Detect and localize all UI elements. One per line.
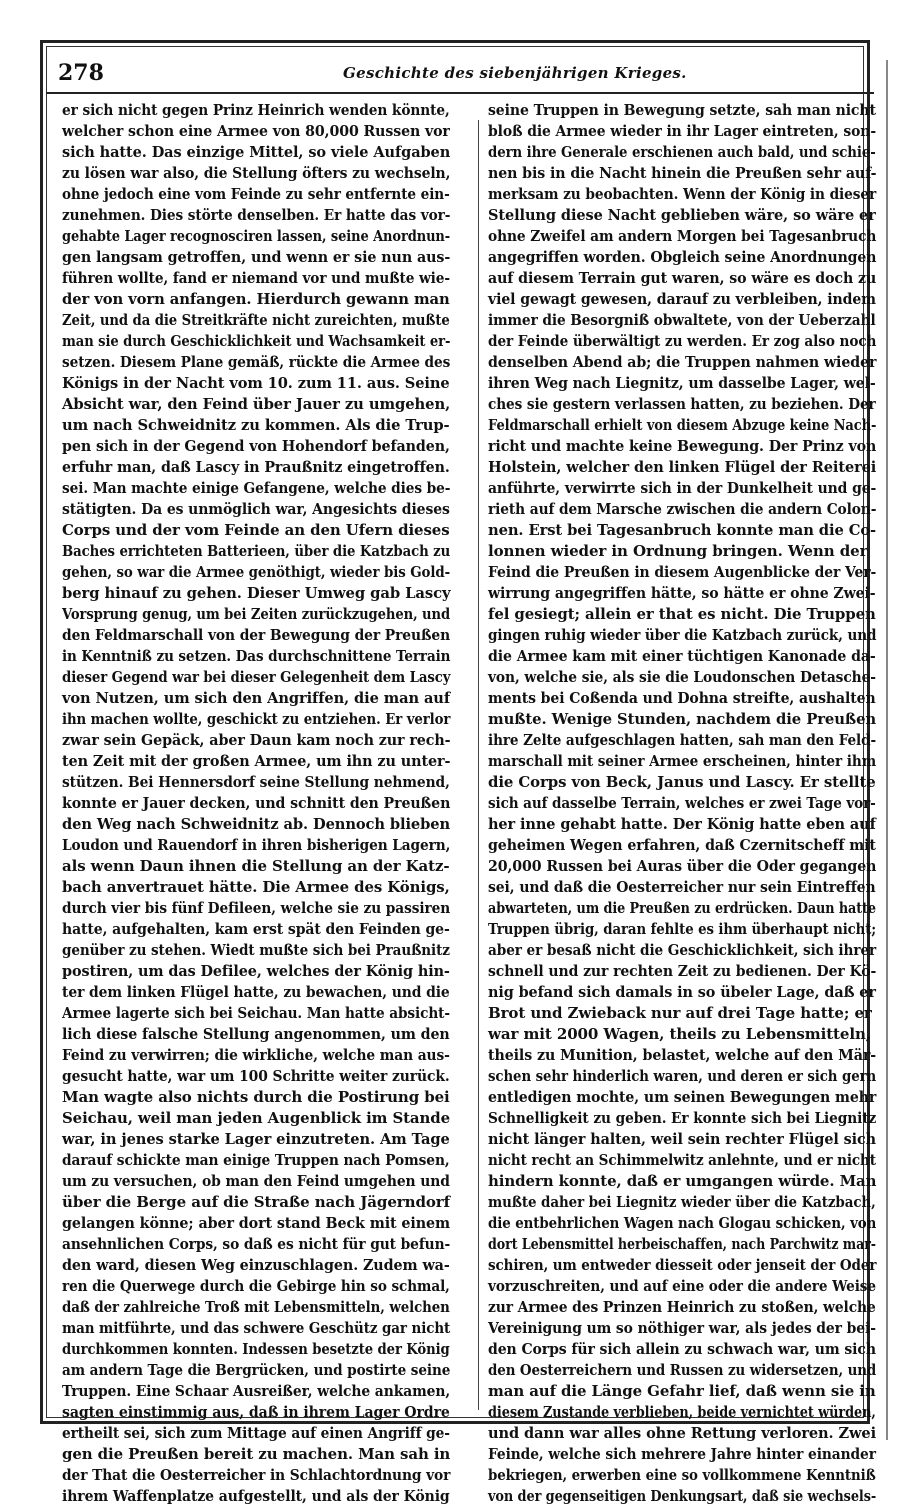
- text-line: Truppen übrig, daran fehlte es ihm überhaupt nicht;: [488, 920, 877, 938]
- text-line: war mit 2000 Wagen, theils zu Lebensmitteln,: [488, 1025, 871, 1043]
- text-line: der Feinde überwältigt zu werden. Er zog also noch: [488, 332, 877, 350]
- text-line: war, in jenes starke Lager einzutreten. Am Tage: [62, 1130, 450, 1148]
- text-line: und dann war alles ohne Rettung verloren. Zwei: [488, 1424, 877, 1442]
- text-line: schen sehr hinderlich waren, und deren er sich gern: [488, 1067, 877, 1085]
- text-line: gesucht hatte, war um 100 Schritte weiter zurück.: [62, 1067, 450, 1085]
- text-line: nen bis in die Nacht hinein die Preußen sehr auf-: [488, 164, 877, 182]
- page-number: 278: [58, 60, 104, 86]
- text-line: Armee lagerte sich bei Seichau. Man hatte absicht-: [62, 1004, 450, 1022]
- text-line: gehen, so war die Armee genöthigt, wieder bis Gold-: [62, 563, 451, 581]
- text-line: entledigen mochte, um seinen Bewegungen mehr: [488, 1088, 877, 1106]
- text-line: geheimen Wegen erfahren, daß Czernitscheff mit: [488, 836, 876, 854]
- text-line: von, welche sie, als sie die Loudonschen Detasche-: [488, 668, 876, 686]
- text-line: um zu versuchen, ob man den Feind umgehen und: [62, 1172, 450, 1190]
- text-line: schiren, um entweder diesseit oder jenseit der Oder: [488, 1256, 877, 1274]
- text-line: führen wollte, fand er niemand vor und mußte wie-: [62, 269, 450, 287]
- text-line: von der gegenseitigen Denkungsart, daß sie wechsels-: [488, 1487, 877, 1505]
- text-line: denselben Abend ab; die Truppen nahmen wieder: [488, 353, 877, 371]
- text-line: nicht recht an Schimmelwitz anlehnte, und er nicht: [488, 1151, 876, 1169]
- text-line: um nach Schweidnitz zu kommen. Als die Trup-: [62, 416, 450, 434]
- text-line: ches sie gestern verlassen hatten, zu beziehen. Der: [488, 395, 876, 413]
- text-line: gen langsam getroffen, und wenn er sie nun aus-: [62, 248, 451, 266]
- text-line: sei. Man machte einige Gefangene, welche dies be-: [62, 479, 451, 497]
- text-line: 20,000 Russen bei Auras über die Oder gegangen: [488, 857, 877, 875]
- text-line: Loudon und Rauendorf in ihren bisherigen Lagern,: [62, 836, 451, 854]
- text-line: Vereinigung um so nöthiger war, als jedes der bei-: [488, 1319, 876, 1337]
- text-line: marschall mit seiner Armee erscheinen, hinter ihm: [488, 752, 877, 770]
- text-line: mußte daher bei Liegnitz wieder über die Katzbach,: [488, 1193, 876, 1211]
- text-line: stätigten. Da es unmöglich war, Angesichts dieses: [62, 500, 450, 518]
- text-line: Holstein, welcher den linken Flügel der Reiterei: [488, 458, 877, 476]
- text-line: ohne jedoch eine vom Feinde zu sehr entfernte ein-: [62, 185, 450, 203]
- text-line: berg hinauf zu gehen. Dieser Umweg gab Lascy: [62, 584, 451, 602]
- text-line: welcher schon eine Armee von 80,000 Russen vor: [62, 122, 450, 140]
- text-line: seine Truppen in Bewegung setzte, sah man nicht: [488, 101, 876, 119]
- text-line: lonnen wieder in Ordnung bringen. Wenn der: [488, 542, 868, 560]
- text-line: Baches errichteten Batterieen, über die Katzbach zu: [62, 542, 451, 560]
- text-line: hatte, aufgehalten, kam erst spät den Feinden ge-: [62, 920, 450, 938]
- text-line: aber er besaß nicht die Geschicklichkeit, sich ihrer: [488, 941, 877, 959]
- text-line: Man wagte also nichts durch die Postirung bei: [62, 1088, 450, 1106]
- text-line: Vorsprung genug, um bei Zeiten zurückzugehen, und: [62, 605, 451, 623]
- text-line: anführte, verwirrte sich in der Dunkelheit und ge-: [488, 479, 877, 497]
- text-line: her inne gehabt hatte. Der König hatte eben auf: [488, 815, 876, 833]
- text-line: gehabte Lager recognosciren lassen, seine Anordnun-: [62, 227, 451, 245]
- text-line: am andern Tage die Bergrücken, und postirte seine: [62, 1361, 451, 1379]
- text-line: sich hatte. Das einzige Mittel, so viele Aufgaben: [62, 143, 451, 161]
- text-line: bach anvertrauet hätte. Die Armee des Königs,: [62, 878, 450, 896]
- text-line: durch vier bis fünf Defileen, welche sie zu passiren: [62, 899, 451, 917]
- text-line: mußte. Wenige Stunden, nachdem die Preußen: [488, 710, 877, 728]
- text-line: erfuhr man, daß Lascy in Praußnitz eingetroffen.: [62, 458, 450, 476]
- text-line: ansehnlichen Corps, so daß es nicht für gut befun-: [62, 1235, 451, 1253]
- text-line: Schnelligkeit zu geben. Er konnte sich bei Liegnitz: [488, 1109, 877, 1127]
- text-line: stützen. Bei Hennersdorf seine Stellung nehmend,: [62, 773, 450, 791]
- text-line: Corps und der vom Feinde an den Ufern dieses: [62, 521, 450, 539]
- text-line: ihre Zelte aufgeschlagen hatten, sah man den Feld-: [488, 731, 877, 749]
- text-line: Zeit, und da die Streitkräfte nicht zureichten, mußte: [62, 311, 450, 329]
- text-line: nicht länger halten, weil sein rechter Flügel sich: [488, 1130, 876, 1148]
- text-line: gen die Preußen bereit zu machen. Man sah in: [62, 1445, 451, 1463]
- text-line: theils zu Munition, belastet, welche auf den Mär-: [488, 1046, 877, 1064]
- text-line: von Nutzen, um sich den Angriffen, die man auf: [62, 689, 451, 707]
- text-line: sich auf dasselbe Terrain, welches er zwei Tage vor-: [488, 794, 876, 812]
- text-line: genüber zu stehen. Wiedt mußte sich bei Praußnitz: [62, 941, 450, 959]
- text-line: hindern konnte, daß er umgangen würde. Man: [488, 1172, 877, 1190]
- text-line: postiren, um das Defilee, welches der König hin-: [62, 962, 450, 980]
- text-line: ertheilt sei, sich zum Mittage auf einen Angriff ge-: [62, 1424, 450, 1442]
- page-edge: [886, 60, 888, 1440]
- text-line: daß der zahlreiche Troß mit Lebensmitteln, welchen: [62, 1298, 450, 1316]
- text-line: rieth auf dem Marsche zwischen die andern Colon-: [488, 500, 877, 518]
- header-rule: [46, 92, 874, 94]
- text-line: dort Lebensmittel herbeischaffen, nach Parchwitz mar-: [488, 1235, 876, 1253]
- text-line: zunehmen. Dies störte denselben. Er hatte das vor-: [62, 206, 451, 224]
- text-line: sei, und daß die Oesterreicher nur sein Eintreffen: [488, 878, 876, 896]
- text-line: bloß die Armee wieder in ihr Lager eintreten, son-: [488, 122, 877, 140]
- text-line: setzen. Diesem Plane gemäß, rückte die Armee des: [62, 353, 451, 371]
- text-line: dern ihre Generale erschienen auch bald, und schie-: [488, 143, 876, 161]
- text-line: als wenn Daun ihnen die Stellung an der Katz-: [62, 857, 450, 875]
- text-line: zur Armee des Prinzen Heinrich zu stoßen, welche: [488, 1298, 876, 1316]
- text-line: merksam zu beobachten. Wenn der König in dieser: [488, 185, 877, 203]
- text-line: Seichau, weil man jeden Augenblick im Stande: [62, 1109, 450, 1127]
- text-line: nen. Erst bei Tagesanbruch konnte man die Co-: [488, 521, 877, 539]
- text-line: ihn machen wollte, geschickt zu entziehen. Er verlor: [62, 710, 451, 728]
- text-line: richt und machte keine Bewegung. Der Prinz von: [488, 437, 877, 455]
- text-line: ments bei Coßenda und Dohna streifte, aushalten: [488, 689, 876, 707]
- text-line: er sich nicht gegen Prinz Heinrich wenden könnte,: [62, 101, 450, 119]
- text-line: über die Berge auf die Straße nach Jägerndorf: [62, 1193, 450, 1211]
- text-line: gelangen könne; aber dort stand Beck mit einem: [62, 1214, 450, 1232]
- text-line: zu lösen war also, die Stellung öfters zu wechseln,: [62, 164, 451, 182]
- text-line: Feind die Preußen in diesem Augenblicke der Ver-: [488, 563, 877, 581]
- text-line: die entbehrlichen Wagen nach Glogau schicken, von: [488, 1214, 877, 1232]
- text-line: die Armee kam mit einer tüchtigen Kanonade da-: [488, 647, 876, 665]
- text-line: ten Zeit mit der großen Armee, um ihn zu unter-: [62, 752, 451, 770]
- text-line: auf diesem Terrain gut waren, so wäre es doch zu: [488, 269, 877, 287]
- text-line: darauf schickte man einige Truppen nach Pomsen,: [62, 1151, 450, 1169]
- text-line: ter dem linken Flügel hatte, zu bewachen, und die: [62, 983, 450, 1001]
- text-line: Feind zu verwirren; die wirkliche, welche man aus-: [62, 1046, 450, 1064]
- text-line: ihrem Waffenplatze aufgestellt, und als der König: [62, 1487, 450, 1505]
- text-line: immer die Besorgniß obwaltete, von der Ueberzahl: [488, 311, 876, 329]
- text-line: man auf die Länge Gefahr lief, daß wenn sie in: [488, 1382, 876, 1400]
- text-line: ohne Zweifel am andern Morgen bei Tagesanbruch: [488, 227, 877, 245]
- column-divider: [478, 120, 479, 1410]
- text-line: lich diese falsche Stellung angenommen, um den: [62, 1025, 450, 1043]
- text-line: der von vorn anfangen. Hierdurch gewann man: [62, 290, 450, 308]
- text-line: schnell und zur rechten Zeit zu bedienen. Der Kö-: [488, 962, 877, 980]
- text-line: wirrung angegriffen hätte, so hätte er ohne Zwei-: [488, 584, 876, 602]
- text-line: vorzuschreiten, und auf eine oder die andere Weise: [488, 1277, 876, 1295]
- text-line: ihren Weg nach Liegnitz, um dasselbe Lager, wel-: [488, 374, 876, 392]
- text-line: pen sich in der Gegend von Hohendorf befanden,: [62, 437, 450, 455]
- page-header: [58, 60, 858, 90]
- text-line: Feldmarschall erhielt von diesem Abzuge keine Nach-: [488, 416, 877, 434]
- text-line: dieser Gegend war bei dieser Gelegenheit dem Lascy: [62, 668, 451, 686]
- text-line: den Feldmarschall von der Bewegung der Preußen: [62, 626, 451, 644]
- text-line: Feinde, welche sich mehrere Jahre hinter einander: [488, 1445, 876, 1463]
- text-line: den ward, diesen Weg einzuschlagen. Zudem wa-: [62, 1256, 450, 1274]
- text-line: den Corps für sich allein zu schwach war, um sich: [488, 1340, 876, 1358]
- text-line: man sie durch Geschicklichkeit und Wachsamkeit er-: [62, 332, 451, 350]
- text-line: den Oesterreichern und Russen zu widersetzen, und: [488, 1361, 877, 1379]
- text-line: die Corps von Beck, Janus und Lascy. Er stellte: [488, 773, 876, 791]
- text-line: gingen ruhig wieder über die Katzbach zurück, und: [488, 626, 877, 644]
- text-line: man mitführte, und das schwere Geschütz gar nicht: [62, 1319, 451, 1337]
- text-line: der That die Oesterreicher in Schlachtordnung vor: [62, 1466, 451, 1484]
- text-line: fel gesiegt; allein er that es nicht. Die Truppen: [488, 605, 876, 623]
- text-line: bekriegen, erwerben eine so vollkommene Kenntniß: [488, 1466, 876, 1484]
- text-line: Brot und Zwieback nur auf drei Tage hatte; er: [488, 1004, 872, 1022]
- text-line: abwarteten, um die Preußen zu erdrücken. Daun hatte: [488, 899, 876, 917]
- text-line: den Weg nach Schweidnitz ab. Dennoch blieben: [62, 815, 451, 833]
- left-text-column: [62, 100, 454, 1505]
- text-line: viel gewagt gewesen, darauf zu verbleiben, indem: [488, 290, 876, 308]
- text-line: sagten einstimmig aus, daß in ihrem Lager Ordre: [62, 1403, 450, 1421]
- text-line: angegriffen worden. Obgleich seine Anordnungen: [488, 248, 877, 266]
- text-line: Absicht war, den Feind über Jauer zu umgehen,: [62, 395, 451, 413]
- text-line: nig befand sich damals in so übeler Lage, daß er: [488, 983, 876, 1001]
- text-line: durchkommen konnten. Indessen besetzte der König: [62, 1340, 450, 1358]
- text-line: diesem Zustande verblieben, beide vernichtet würden,: [488, 1403, 876, 1421]
- text-line: ren die Querwege durch die Gebirge hin so schmal,: [62, 1277, 450, 1295]
- text-line: in Kenntniß zu setzen. Das durchschnittene Terrain: [62, 647, 451, 665]
- running-title: Geschichte des siebenjährigen Krieges.: [343, 64, 687, 82]
- text-line: Truppen. Eine Schaar Ausreißer, welche ankamen,: [62, 1382, 451, 1400]
- text-line: zwar sein Gepäck, aber Daun kam noch zur rech-: [62, 731, 451, 749]
- text-line: konnte er Jauer decken, und schnitt den Preußen: [62, 794, 451, 812]
- text-line: Stellung diese Nacht geblieben wäre, so wäre er: [488, 206, 876, 224]
- right-text-column: [488, 100, 880, 1505]
- text-line: Königs in der Nacht vom 10. zum 11. aus. Seine: [62, 374, 450, 392]
